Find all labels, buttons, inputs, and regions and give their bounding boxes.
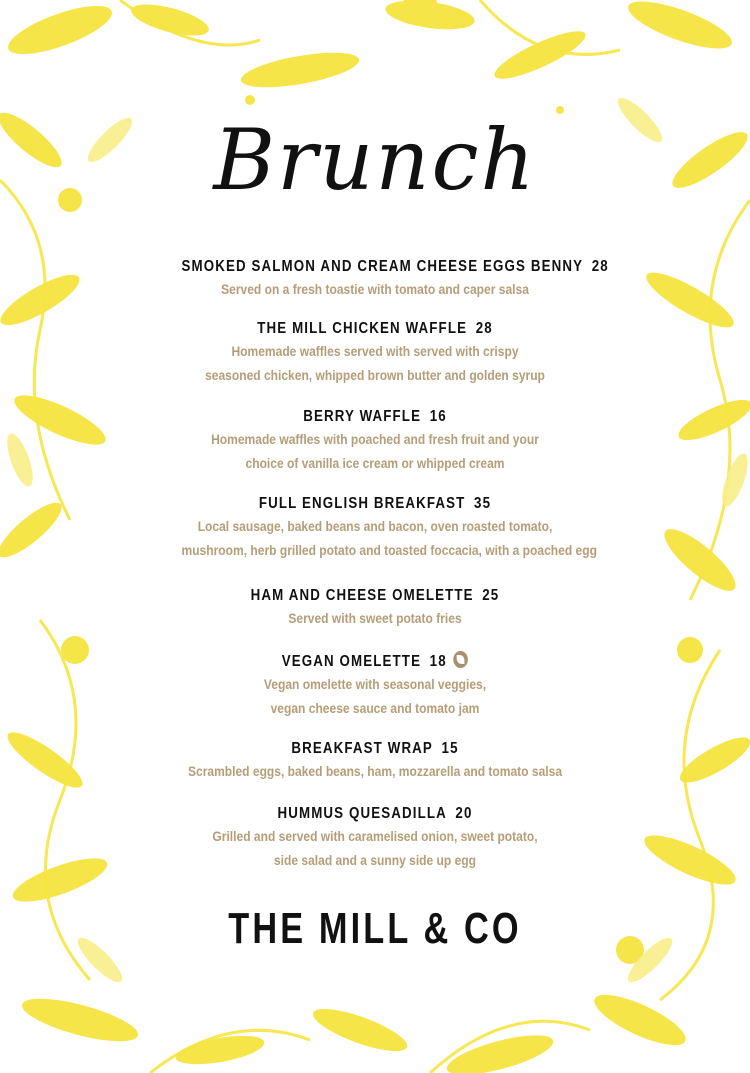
item-price: 16: [429, 408, 447, 425]
vegan-leaf-icon: [454, 651, 469, 668]
menu-item: [150, 257, 609, 301]
item-price: 35: [474, 495, 492, 512]
item-name: HAM AND CHEESE OMELETTE: [250, 587, 474, 604]
item-price: 20: [455, 805, 473, 822]
item-name: BREAKFAST WRAP: [291, 740, 433, 757]
item-price: 28: [591, 258, 609, 275]
item-name: BERRY WAFFLE: [303, 408, 422, 425]
item-name: HUMMUS QUESADILLA: [277, 805, 447, 822]
item-description: Vegan omelette with seasonal veggies,: [263, 676, 487, 692]
menu-item: [150, 407, 600, 475]
item-description: Homemade waffles served with served with crispy: [231, 343, 519, 359]
item-description: Served with sweet potato fries: [288, 610, 462, 626]
item-description: Homemade waffles with poached and fresh fruit and your: [211, 431, 539, 447]
item-name: VEGAN OMELETTE: [281, 653, 422, 670]
menu-title: Brunch: [213, 111, 537, 209]
brand-name: THE MILL & CO: [228, 904, 522, 953]
item-description: Grilled and served with caramelised onion, sweet potato,: [212, 828, 538, 844]
item-name: THE MILL CHICKEN WAFFLE: [257, 320, 468, 337]
item-description: seasoned chicken, whipped brown butter and golden syrup: [205, 367, 545, 383]
item-description: choice of vanilla ice cream or whipped cream: [245, 455, 505, 471]
item-description: Local sausage, baked beans and bacon, oven roasted tomato,: [197, 518, 553, 534]
item-description: side salad and a sunny side up egg: [273, 852, 477, 868]
item-description: Served on a fresh toastie with tomato and caper salsa: [221, 281, 529, 297]
menu-item: [150, 651, 600, 720]
item-price: 28: [475, 320, 493, 337]
item-price: 18: [429, 653, 447, 670]
item-description: Scrambled eggs, baked beans, ham, mozzarella and tomato salsa: [187, 763, 563, 779]
menu-item: [150, 804, 600, 872]
item-description: vegan cheese sauce and tomato jam: [270, 700, 480, 716]
item-price: 25: [482, 587, 500, 604]
menu-item: [150, 586, 600, 630]
item-name: SMOKED SALMON AND CREAM CHEESE EGGS BENNY: [181, 258, 584, 275]
menu-item: [150, 319, 600, 387]
menu-item: [150, 494, 600, 562]
menu-item: [150, 739, 600, 783]
item-name: FULL ENGLISH BREAKFAST: [258, 495, 466, 512]
item-price: 15: [441, 740, 459, 757]
item-description: mushroom, herb grilled potato and toasted foccacia, with a poached egg: [181, 542, 597, 558]
